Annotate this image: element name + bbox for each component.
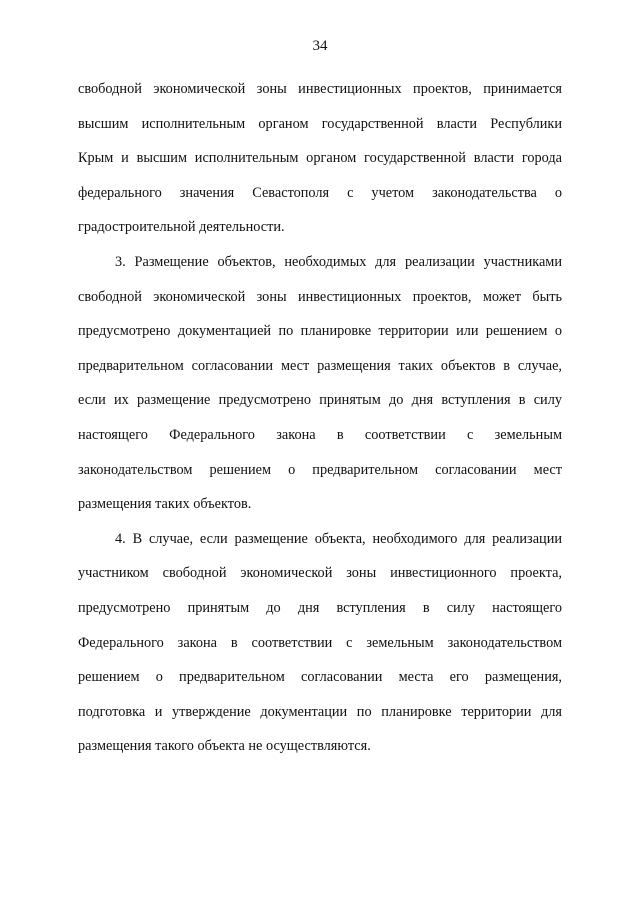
text-line: размещения такого объекта не осуществляются. bbox=[78, 738, 371, 755]
text-line: участником свободной экономической зоны инвестиционного проекта, bbox=[78, 565, 562, 582]
text-line: размещения таких объектов. bbox=[78, 496, 252, 513]
text-line: подготовка и утверждение документации по планировке территории для bbox=[78, 703, 562, 720]
text-line: федерального значения Севастополя с учетом законодательства о bbox=[78, 184, 562, 201]
text-line: градостроительной деятельности. bbox=[78, 219, 285, 236]
text-line: Федерального закона в соответствии с земельным законодательством bbox=[78, 634, 562, 651]
text-line: высшим исполнительным органом государственной власти Республики bbox=[78, 115, 562, 132]
text-line: Крым и высшим исполнительным органом государственной власти города bbox=[78, 150, 562, 167]
text-line: предусмотрено принятым до дня вступления в силу настоящего bbox=[78, 599, 562, 616]
document-body bbox=[78, 72, 562, 764]
paragraph-3-first-line: 3. Размещение объектов, необходимых для реализации участниками bbox=[115, 253, 562, 270]
text-line: законодательством решением о предварительном согласовании мест bbox=[78, 461, 562, 478]
text-line: предварительном согласовании мест размещения таких объектов в случае, bbox=[78, 357, 562, 374]
text-line: если их размещение предусмотрено принятым до дня вступления в силу bbox=[78, 392, 562, 409]
text-line: свободной экономической зоны инвестиционных проектов, принимается bbox=[78, 81, 562, 97]
text-line: предусмотрено документацией по планировке территории или решением о bbox=[78, 323, 562, 340]
paragraph-4-first-line: 4. В случае, если размещение объекта, необходимого для реализации bbox=[115, 530, 562, 547]
text-line: решением о предварительном согласовании места его размещения, bbox=[78, 669, 562, 686]
text-line: свободной экономической зоны инвестиционных проектов, может быть bbox=[78, 288, 562, 305]
page-number: 34 bbox=[312, 38, 328, 54]
text-line: настоящего Федерального закона в соответствии с земельным bbox=[78, 426, 562, 443]
